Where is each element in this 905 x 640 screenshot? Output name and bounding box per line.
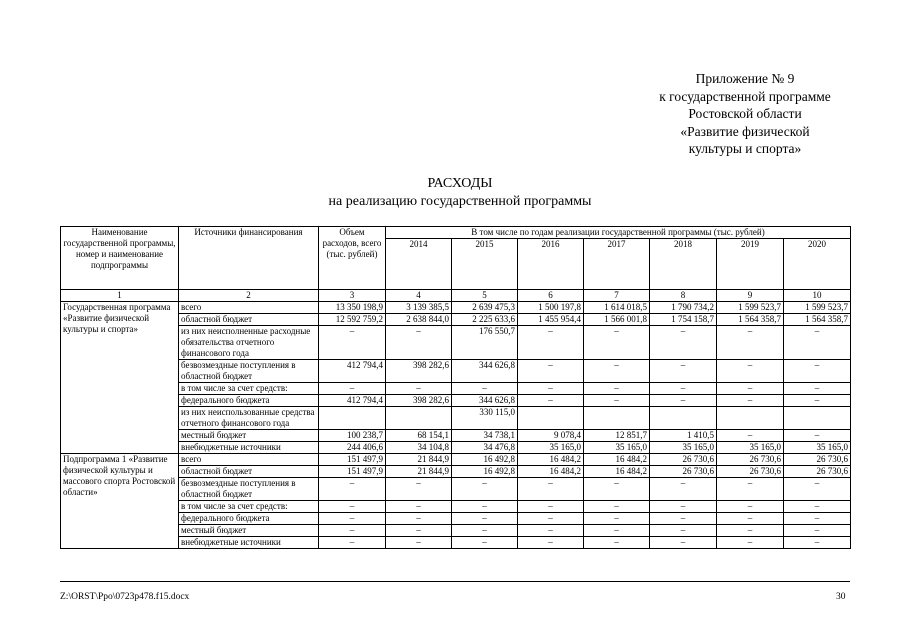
year-value-cell: 68 154,1 — [386, 430, 452, 442]
year-value-cell: 3 139 385,5 — [386, 302, 452, 314]
year-value-cell: 1 599 523,7 — [717, 302, 784, 314]
column-number: 1 — [61, 290, 179, 302]
year-value-cell: – — [452, 478, 518, 501]
funding-source-cell: областной бюджет — [179, 314, 319, 326]
year-value-cell: – — [784, 525, 851, 537]
funding-source-cell: из них неиспользованные средства отчетного финансового года — [179, 407, 319, 430]
year-value-cell: – — [717, 525, 784, 537]
year-value-cell: 16 484,2 — [584, 466, 650, 478]
column-number: 4 — [386, 290, 452, 302]
year-value-cell: 34 476,8 — [452, 442, 518, 454]
year-value-cell: – — [717, 326, 784, 360]
year-value-cell: – — [518, 478, 584, 501]
year-value-cell: 16 484,2 — [518, 466, 584, 478]
year-value-cell: 2 638 844,0 — [386, 314, 452, 326]
column-number: 10 — [784, 290, 851, 302]
header-source: Источники финансирования — [179, 227, 319, 290]
year-value-cell: 21 844,9 — [386, 454, 452, 466]
year-value-cell: 1 564 358,7 — [784, 314, 851, 326]
total-value-cell: 13 350 198,9 — [319, 302, 386, 314]
total-value-cell: 151 497,9 — [319, 466, 386, 478]
year-value-cell: – — [584, 395, 650, 407]
year-value-cell: – — [584, 383, 650, 395]
column-number: 7 — [584, 290, 650, 302]
year-value-cell: – — [518, 383, 584, 395]
document-title: РАСХОДЫ — [427, 176, 493, 191]
year-value-cell: – — [452, 501, 518, 513]
year-value-cell: – — [518, 360, 584, 383]
appendix-reference — [600, 70, 890, 158]
year-value-cell: – — [650, 395, 717, 407]
year-value-cell: – — [386, 537, 452, 549]
funding-source-cell: безвозмездные поступления в областной бюджет — [179, 360, 319, 383]
year-value-cell: 398 282,6 — [386, 395, 452, 407]
year-value-cell: 26 730,6 — [717, 454, 784, 466]
year-value-cell: 16 492,8 — [452, 466, 518, 478]
year-value-cell: – — [584, 537, 650, 549]
total-value-cell: – — [319, 525, 386, 537]
year-value-cell: – — [452, 513, 518, 525]
year-value-cell: – — [584, 525, 650, 537]
year-value-cell: – — [784, 430, 851, 442]
header-year: 2016 — [518, 239, 584, 290]
year-value-cell: – — [717, 395, 784, 407]
year-value-cell: – — [650, 478, 717, 501]
total-value-cell: 244 406,6 — [319, 442, 386, 454]
funding-source-cell: федерального бюджета — [179, 395, 319, 407]
header-row — [61, 227, 851, 239]
year-value-cell: 35 165,0 — [717, 442, 784, 454]
year-value-cell: – — [584, 326, 650, 360]
total-value-cell — [319, 407, 386, 430]
year-value-cell: – — [386, 501, 452, 513]
total-value-cell: 412 794,4 — [319, 360, 386, 383]
header-name: Наименование государственной программы, номер и наименование подпрограммы — [61, 227, 179, 290]
year-value-cell: – — [717, 537, 784, 549]
funding-source-cell: из них неисполненные расходные обязательства отчетного финансового года — [179, 326, 319, 360]
header-year: 2015 — [452, 239, 518, 290]
year-value-cell: 26 730,6 — [717, 466, 784, 478]
year-value-cell: 1 614 018,5 — [584, 302, 650, 314]
year-value-cell: 16 484,2 — [518, 454, 584, 466]
year-value-cell: – — [717, 478, 784, 501]
year-value-cell: 330 115,0 — [452, 407, 518, 430]
funding-source-cell: всего — [179, 454, 319, 466]
year-value-cell: – — [386, 525, 452, 537]
total-value-cell: 151 497,9 — [319, 454, 386, 466]
year-value-cell: – — [717, 383, 784, 395]
year-value-cell: 34 738,1 — [452, 430, 518, 442]
table-row — [61, 407, 851, 430]
year-value-cell: – — [386, 478, 452, 501]
year-value-cell: 35 165,0 — [584, 442, 650, 454]
year-value-cell: – — [584, 360, 650, 383]
funding-source-cell: в том числе за счет средств: — [179, 383, 319, 395]
year-value-cell: – — [650, 513, 717, 525]
year-value-cell: – — [650, 537, 717, 549]
column-number: 5 — [452, 290, 518, 302]
year-value-cell: 1 566 001,8 — [584, 314, 650, 326]
year-value-cell: – — [650, 525, 717, 537]
table-row — [61, 513, 851, 525]
year-value-cell: 35 165,0 — [650, 442, 717, 454]
year-value-cell — [717, 407, 784, 430]
year-value-cell: – — [650, 326, 717, 360]
year-value-cell: – — [518, 513, 584, 525]
year-value-cell: – — [784, 537, 851, 549]
year-value-cell: – — [784, 513, 851, 525]
column-number: 9 — [717, 290, 784, 302]
year-value-cell: – — [717, 430, 784, 442]
appendix-line: к государственной программе — [659, 88, 831, 104]
header-total: Объем расходов, всего (тыс. рублей) — [319, 227, 386, 290]
year-value-cell: – — [784, 326, 851, 360]
funding-source-cell: местный бюджет — [179, 525, 319, 537]
table-row — [61, 525, 851, 537]
column-number: 6 — [518, 290, 584, 302]
file-path: Z:\ORST\Ppo\0723p478.f15.docx — [60, 592, 190, 602]
total-value-cell: – — [319, 537, 386, 549]
year-value-cell: – — [784, 501, 851, 513]
table-row — [61, 314, 851, 326]
year-value-cell: 9 078,4 — [518, 430, 584, 442]
table-row — [61, 395, 851, 407]
funding-source-cell: местный бюджет — [179, 430, 319, 442]
year-value-cell: 26 730,6 — [650, 466, 717, 478]
header-year: 2014 — [386, 239, 452, 290]
table-row — [61, 430, 851, 442]
year-value-cell: 1 599 523,7 — [784, 302, 851, 314]
appendix-line: культуры и спорта» — [688, 141, 802, 156]
year-value-cell: – — [584, 513, 650, 525]
year-value-cell: – — [717, 501, 784, 513]
year-value-cell: – — [584, 478, 650, 501]
year-value-cell: 35 165,0 — [518, 442, 584, 454]
year-value-cell: 2 639 475,3 — [452, 302, 518, 314]
total-value-cell: 412 794,4 — [319, 395, 386, 407]
column-number: 8 — [650, 290, 717, 302]
column-number: 3 — [319, 290, 386, 302]
page-number: 30 — [836, 592, 846, 602]
funding-source-cell: всего — [179, 302, 319, 314]
column-number-row — [61, 290, 851, 302]
table-row — [61, 478, 851, 501]
year-value-cell: 12 851,7 — [584, 430, 650, 442]
year-value-cell: 26 730,6 — [784, 466, 851, 478]
year-value-cell: 16 484,2 — [584, 454, 650, 466]
year-value-cell: 16 492,8 — [452, 454, 518, 466]
table-row — [61, 466, 851, 478]
total-value-cell: – — [319, 326, 386, 360]
year-value-cell — [518, 407, 584, 430]
year-value-cell: 26 730,6 — [784, 454, 851, 466]
appendix-line: Приложение № 9 — [695, 71, 795, 86]
table-row — [61, 442, 851, 454]
year-value-cell — [650, 407, 717, 430]
year-value-cell: – — [784, 383, 851, 395]
total-value-cell: 12 592 759,2 — [319, 314, 386, 326]
total-value-cell: – — [319, 478, 386, 501]
total-value-cell: – — [319, 383, 386, 395]
column-number: 2 — [179, 290, 319, 302]
year-value-cell: – — [784, 360, 851, 383]
year-value-cell: 26 730,6 — [650, 454, 717, 466]
year-value-cell: – — [386, 326, 452, 360]
program-name-cell: Подпрограмма 1 «Развитие физической культуры и массового спорта Ростовской области» — [61, 454, 179, 549]
table-row — [61, 383, 851, 395]
year-value-cell: 35 165,0 — [784, 442, 851, 454]
year-value-cell — [386, 407, 452, 430]
year-value-cell: 34 104,8 — [386, 442, 452, 454]
header-year: 2018 — [650, 239, 717, 290]
year-value-cell: – — [784, 395, 851, 407]
funding-source-cell: внебюджетные источники — [179, 537, 319, 549]
appendix-line: «Развитие физической — [680, 123, 810, 139]
year-value-cell: – — [584, 501, 650, 513]
year-value-cell: 21 844,9 — [386, 466, 452, 478]
funding-source-cell: федерального бюджета — [179, 513, 319, 525]
table-row — [61, 326, 851, 360]
year-value-cell: 398 282,6 — [386, 360, 452, 383]
funding-source-cell: областной бюджет — [179, 466, 319, 478]
total-value-cell: – — [319, 501, 386, 513]
header-year: 2017 — [584, 239, 650, 290]
funding-source-cell: безвозмездные поступления в областной бюджет — [179, 478, 319, 501]
year-value-cell: 344 626,8 — [452, 395, 518, 407]
expenses-table — [60, 226, 851, 549]
funding-source-cell: в том числе за счет средств: — [179, 501, 319, 513]
year-value-cell — [784, 407, 851, 430]
table-row — [61, 501, 851, 513]
bottom-rule — [60, 581, 850, 582]
year-value-cell: 1 790 734,2 — [650, 302, 717, 314]
year-value-cell: – — [518, 395, 584, 407]
year-value-cell: 2 225 633,6 — [452, 314, 518, 326]
header-year: 2019 — [717, 239, 784, 290]
table-row — [61, 360, 851, 383]
program-name-cell: Государственная программа «Развитие физической культуры и спорта» — [61, 302, 179, 454]
year-value-cell: – — [717, 513, 784, 525]
year-value-cell: 344 626,8 — [452, 360, 518, 383]
year-value-cell: – — [717, 360, 784, 383]
year-value-cell — [584, 407, 650, 430]
table-row — [61, 537, 851, 549]
year-value-cell: 1 564 358,7 — [717, 314, 784, 326]
year-value-cell: – — [518, 326, 584, 360]
year-value-cell: – — [518, 525, 584, 537]
header-year: 2020 — [784, 239, 851, 290]
table-row — [61, 454, 851, 466]
year-value-cell: – — [452, 525, 518, 537]
year-value-cell: – — [518, 537, 584, 549]
year-value-cell: 1 754 158,7 — [650, 314, 717, 326]
total-value-cell: – — [319, 513, 386, 525]
appendix-line: Ростовской области — [688, 106, 802, 121]
year-value-cell: 176 550,7 — [452, 326, 518, 360]
year-value-cell: – — [386, 383, 452, 395]
year-value-cell: – — [452, 383, 518, 395]
document-subtitle: на реализацию государственной программы — [328, 194, 592, 209]
year-value-cell: 1 410,5 — [650, 430, 717, 442]
year-value-cell: – — [650, 383, 717, 395]
year-value-cell: – — [386, 513, 452, 525]
year-value-cell: – — [452, 537, 518, 549]
table-row — [61, 302, 851, 314]
year-value-cell: – — [518, 501, 584, 513]
year-value-cell: – — [650, 501, 717, 513]
year-value-cell: 1 455 954,4 — [518, 314, 584, 326]
header-years-group: В том числе по годам реализации государственной программы (тыс. рублей) — [386, 227, 851, 239]
year-value-cell: 1 500 197,8 — [518, 302, 584, 314]
funding-source-cell: внебюджетные источники — [179, 442, 319, 454]
total-value-cell: 100 238,7 — [319, 430, 386, 442]
year-value-cell: – — [784, 478, 851, 501]
year-value-cell: – — [650, 360, 717, 383]
